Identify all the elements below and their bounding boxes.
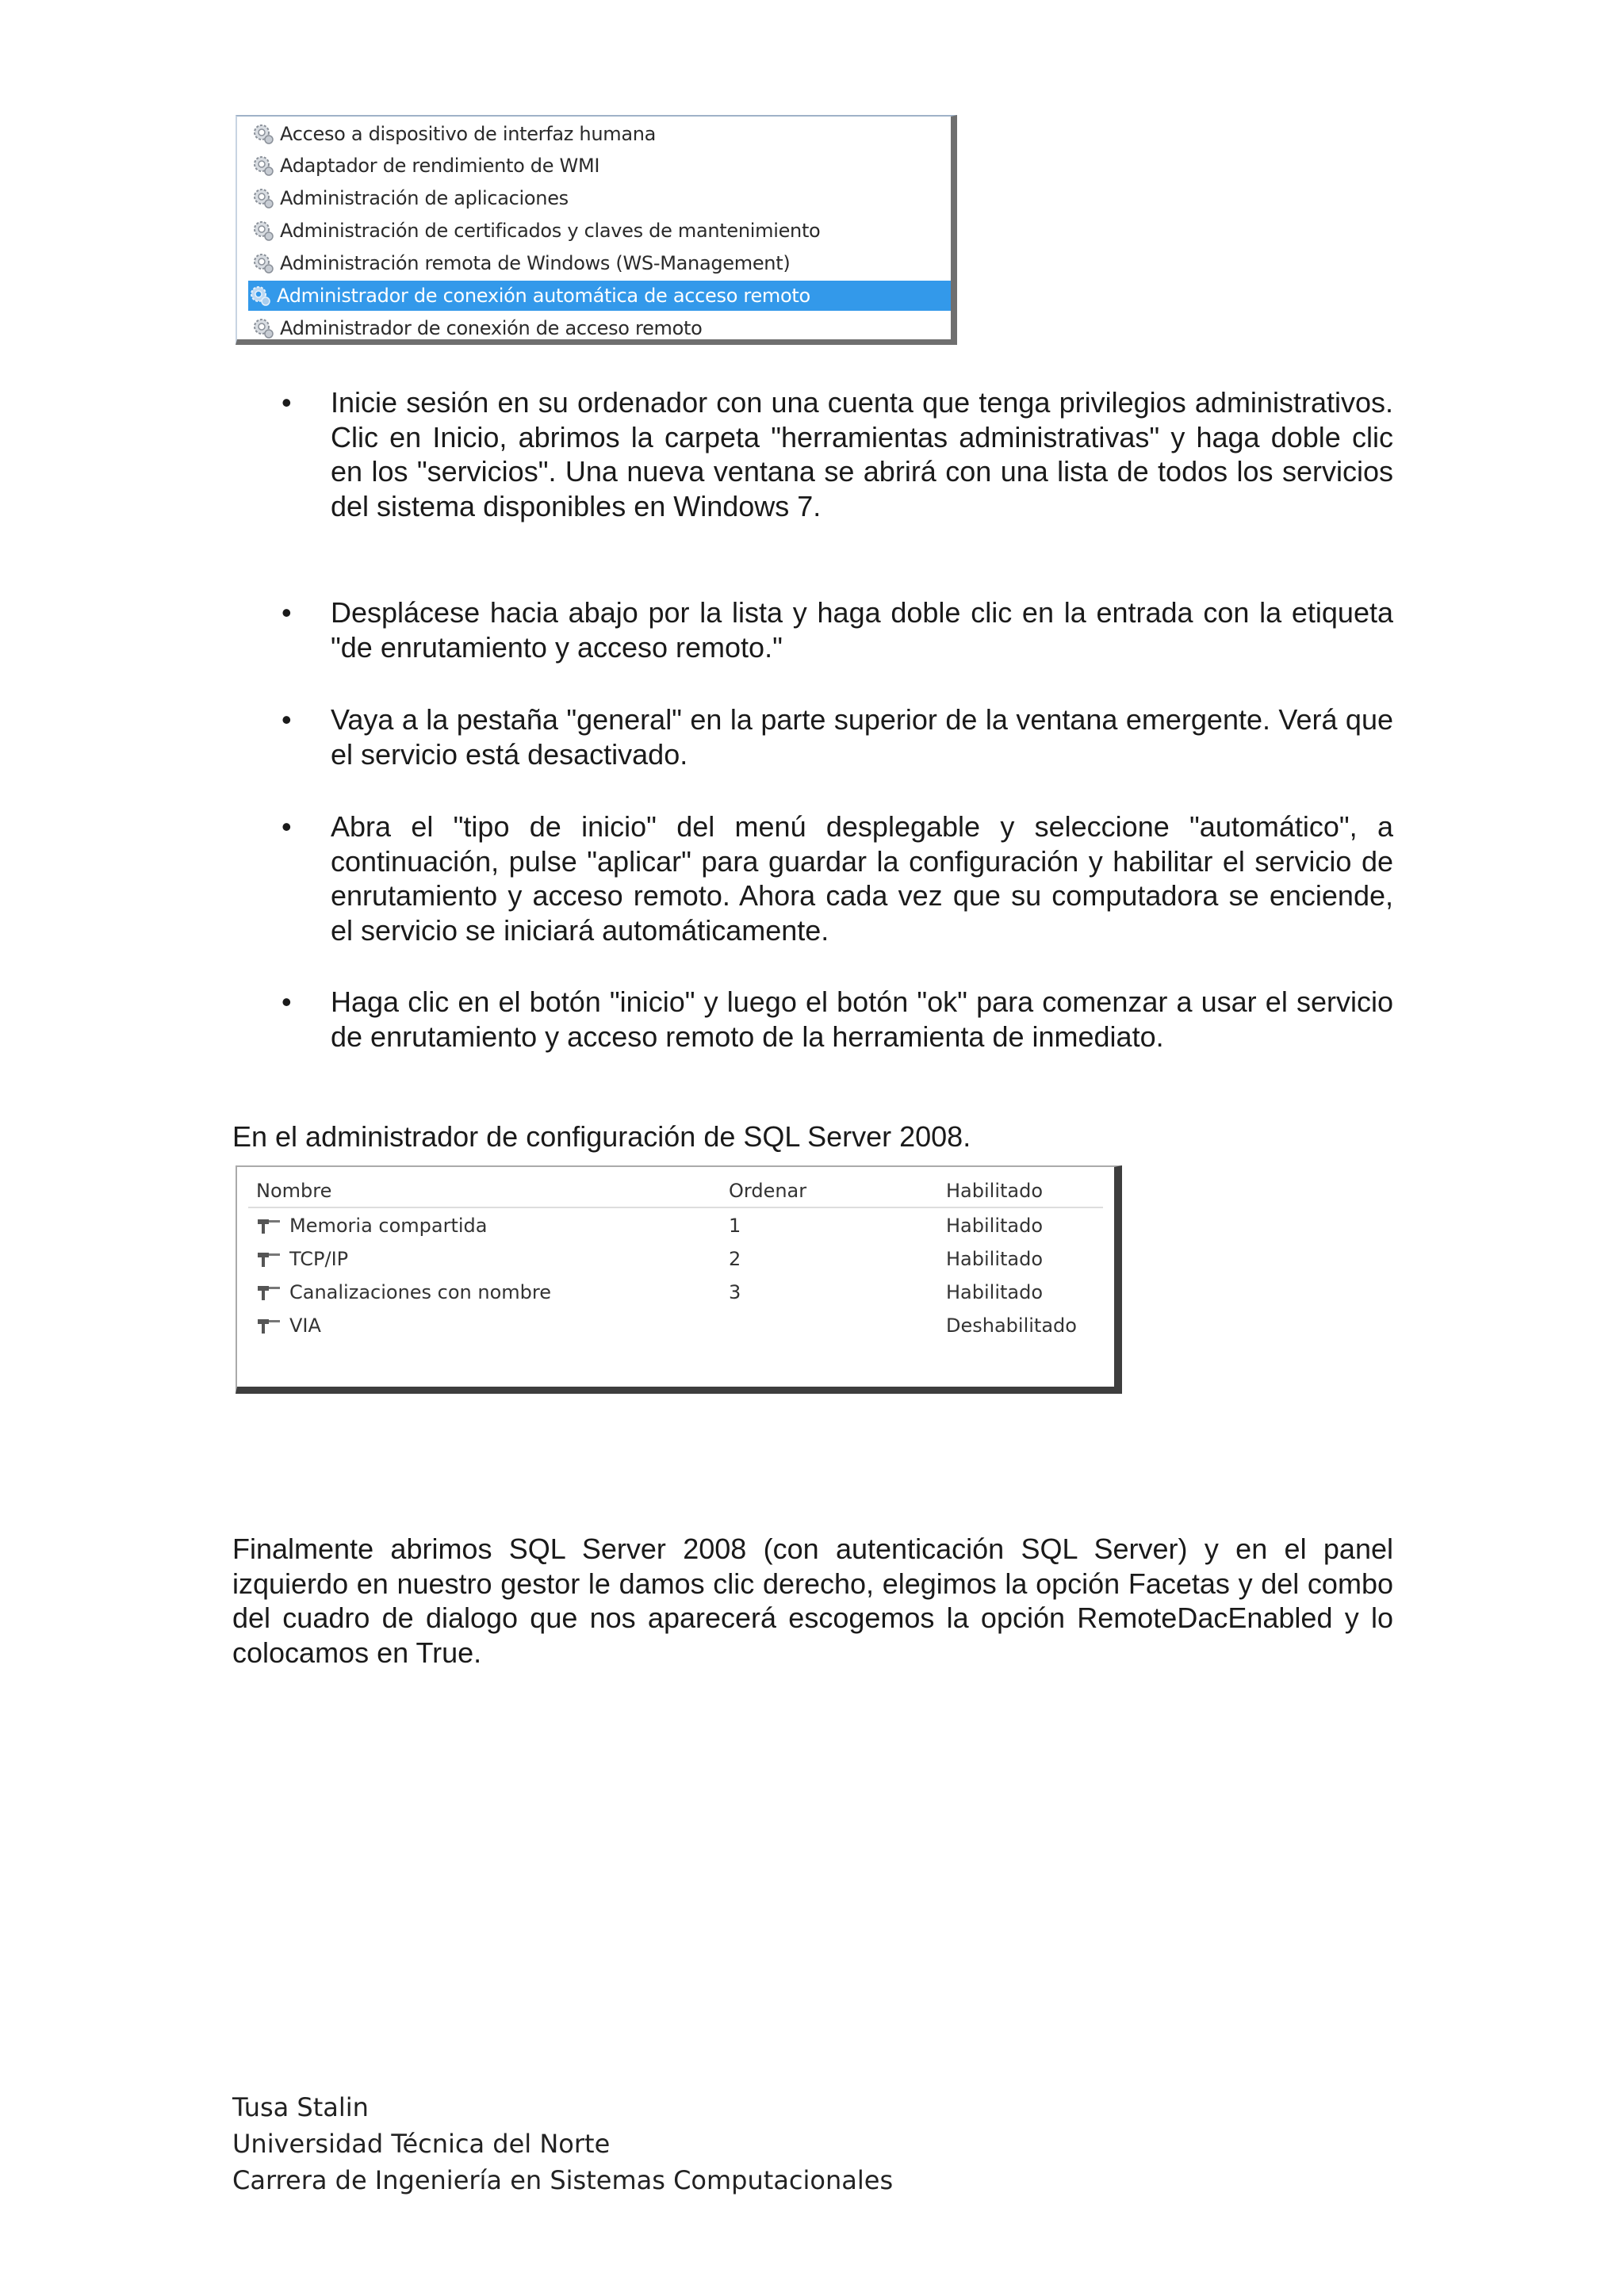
bullet-glyph: •: [282, 810, 292, 843]
table-row[interactable]: [237, 1314, 1114, 1346]
bullet-glyph: •: [282, 386, 292, 419]
list-item: [282, 809, 1393, 947]
service-label: Administración de certificados y claves de mantenimiento: [280, 220, 821, 242]
list-item-text: Vaya a la pestaña "general" en la parte superior de la ventana emergente. Verá que el servicio está desactivado.: [331, 703, 1393, 771]
service-item[interactable]: [251, 248, 951, 278]
protocol-order: 1: [729, 1215, 741, 1237]
list-item-text: Inicie sesión en su ordenador con una cuenta que tenga privilegios administrativos. Clic en Inicio, abrimos la carpeta "herramientas administrativas" y haga doble clic en los "servicios". Una nueva ventana se abrirá con una lista de todos los servicios del sistema disponibles en Windows 7.: [331, 386, 1393, 522]
protocol-name: Memoria compartida: [289, 1215, 488, 1237]
table-row[interactable]: [237, 1281, 1114, 1313]
services-list-screenshot: [236, 115, 957, 345]
protocol-plug-icon: [256, 1249, 286, 1269]
page-footer: [232, 2089, 893, 2198]
protocol-enabled: Deshabilitado: [946, 1314, 1077, 1337]
protocol-plug-icon: [256, 1216, 286, 1235]
service-item[interactable]: [251, 183, 951, 213]
list-item: [282, 702, 1393, 771]
service-gear-icon: [251, 251, 275, 275]
service-gear-icon: [251, 186, 275, 210]
service-label: Administración remota de Windows (WS-Management): [280, 252, 791, 274]
protocol-name: TCP/IP: [289, 1248, 349, 1270]
service-item[interactable]: [251, 216, 951, 246]
list-item: [282, 595, 1393, 664]
service-item[interactable]: [251, 119, 951, 149]
protocol-name: Canalizaciones con nombre: [289, 1281, 552, 1303]
bullet-glyph: •: [282, 703, 292, 736]
final-paragraph: Finalmente abrimos SQL Server 2008 (con autenticación SQL Server) y en el panel izquierdo en nuestro gestor le damos clic derecho, elegimos la opción Facetas y del combo del cuadro de dialogo que nos aparecerá escogemos la opción RemoteDacEnabled y lo colocamos en True.: [232, 1533, 1393, 1669]
service-gear-icon: [251, 122, 275, 146]
service-gear-icon: [251, 316, 275, 340]
service-item[interactable]: [251, 313, 951, 343]
list-item-text: Desplácese hacia abajo por la lista y haga doble clic en la entrada con la etiqueta "de enrutamiento y acceso remoto.": [331, 596, 1393, 664]
service-label: Acceso a dispositivo de interfaz humana: [280, 123, 657, 145]
bullet-glyph: •: [282, 985, 292, 1018]
protocol-name: VIA: [289, 1314, 321, 1337]
list-item-text: Abra el "tipo de inicio" del menú desplegable y seleccione "automático", a continuación, pulse "aplicar" para guardar la configuración y habilitar el servicio de enrutamiento y acceso remoto. Ahora cada vez que su computadora se enciende, el servicio se iniciará automáticamente.: [331, 810, 1393, 947]
row-name-cell: [256, 1281, 551, 1303]
service-label: Administración de aplicaciones: [280, 187, 569, 209]
service-label: Administrador de conexión automática de acceso remoto: [277, 285, 810, 307]
service-gear-icon: [248, 284, 272, 308]
column-header-name[interactable]: Nombre: [256, 1180, 332, 1202]
service-gear-icon: [251, 219, 275, 243]
service-item[interactable]: [251, 151, 951, 181]
list-item: [282, 385, 1393, 523]
protocol-order: 3: [729, 1281, 741, 1303]
service-label: Adaptador de rendimiento de WMI: [280, 155, 600, 177]
list-item: [282, 985, 1393, 1054]
column-header-enabled[interactable]: Habilitado: [946, 1180, 1044, 1202]
protocols-table-screenshot: [236, 1165, 1122, 1394]
row-name-cell: [256, 1314, 321, 1337]
service-gear-icon: [251, 154, 275, 178]
protocol-enabled: Habilitado: [946, 1215, 1044, 1237]
footer-career: Carrera de Ingeniería en Sistemas Computacionales: [232, 2165, 894, 2195]
protocol-plug-icon: [256, 1316, 286, 1335]
table-row[interactable]: [237, 1215, 1114, 1246]
protocol-plug-icon: [256, 1283, 286, 1302]
footer-university: Universidad Técnica del Norte: [232, 2129, 611, 2159]
service-item-selected[interactable]: [248, 281, 951, 311]
row-name-cell: [256, 1215, 488, 1237]
protocol-enabled: Habilitado: [946, 1248, 1044, 1270]
service-label: Administrador de conexión de acceso remoto: [280, 317, 703, 339]
row-name-cell: [256, 1248, 348, 1270]
list-item-text: Haga clic en el botón "inicio" y luego el botón "ok" para comenzar a usar el servicio de enrutamiento y acceso remoto de la herramienta de inmediato.: [331, 985, 1393, 1053]
table-row[interactable]: [237, 1248, 1114, 1280]
column-header-order[interactable]: Ordenar: [729, 1180, 807, 1202]
protocol-enabled: Habilitado: [946, 1281, 1044, 1303]
bullet-glyph: •: [282, 596, 292, 629]
protocol-order: 2: [729, 1248, 741, 1270]
table-header: [248, 1175, 1103, 1208]
footer-author: Tusa Stalin: [232, 2092, 369, 2122]
sql-config-paragraph: En el administrador de configuración de SQL Server 2008.: [232, 1120, 971, 1153]
